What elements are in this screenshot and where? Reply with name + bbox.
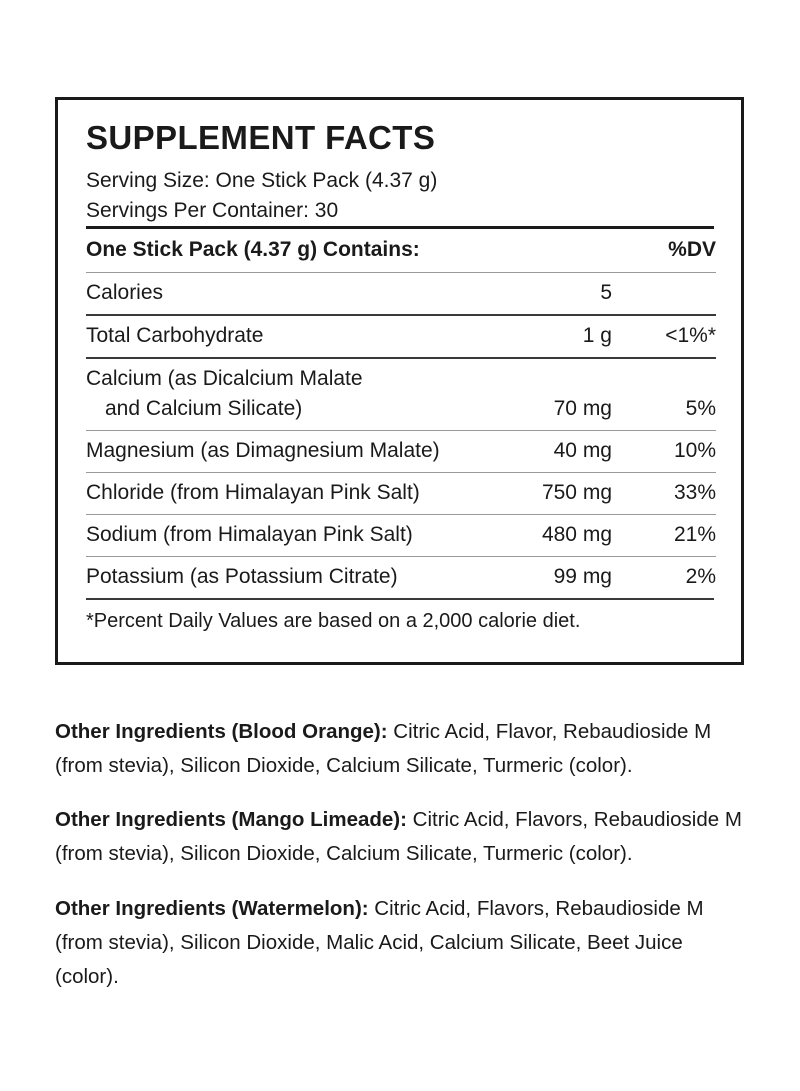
row-amount-chloride: 750 mg — [541, 481, 612, 504]
row-label-calcium — [86, 359, 406, 430]
table-row — [86, 431, 716, 472]
servings-per-container-text: Servings Per Container: 30 — [86, 199, 339, 222]
row-label-magnesium: Magnesium (as Dimagnesium Malate) — [86, 439, 440, 462]
ingredients-blood-orange — [55, 715, 745, 783]
header-cell-name: One Stick Pack (4.37 g) Contains: — [86, 238, 420, 261]
ingredients-blood-orange-text: Citric Acid, Flavor, Rebaudioside M (from stevia), Silicon Dioxide, Calcium Silicate, Turmeric (color). — [55, 719, 712, 777]
row-dv-magnesium: 10% — [673, 439, 716, 462]
row-label-potassium: Potassium (as Potassium Citrate) — [86, 565, 398, 588]
ingredients-watermelon — [55, 892, 745, 994]
ingredients-blood-orange-label: Other Ingredients (Blood Orange): — [55, 719, 388, 743]
daily-value-footnote: *Percent Daily Values are based on a 2,000 calorie diet. — [86, 610, 581, 632]
row-label-chloride: Chloride (from Himalayan Pink Salt) — [86, 481, 420, 504]
table-row — [86, 273, 716, 314]
nutrition-table — [86, 229, 716, 598]
row-label-calcium-line2: and Calcium Silicate) — [105, 397, 303, 420]
row-amount-sodium: 480 mg — [541, 523, 612, 546]
row-dv-sodium: 21% — [673, 523, 716, 546]
ingredients-watermelon-text: Citric Acid, Flavors, Rebaudioside M (from stevia), Silicon Dioxide, Malic Acid, Calcium Silicate, Beet Juice (color). — [55, 896, 704, 988]
ingredients-mango-limeade-label: Other Ingredients (Mango Limeade): — [55, 808, 407, 831]
table-row — [86, 316, 716, 357]
other-ingredients-section — [55, 694, 755, 994]
row-amount-potassium: 99 mg — [553, 565, 612, 588]
page-title: SUPPLEMENT FACTS — [86, 119, 436, 156]
header-cell-amount — [406, 229, 614, 272]
row-dv-calcium: 5% — [685, 397, 716, 420]
ingredients-mango-limeade-text: Citric Acid, Flavors, Rebaudioside M (from stevia), Silicon Dioxide, Calcium Silicate, Turmeric (color). — [55, 808, 742, 865]
row-amount-calories: 5 — [600, 281, 612, 304]
table-row — [86, 515, 716, 556]
row-label-calcium-line1: Calcium (as Dicalcium Malate — [86, 367, 363, 390]
row-dv-calories — [614, 273, 716, 314]
header-cell-dv: %DV — [668, 238, 716, 261]
table-header-row — [86, 229, 716, 272]
ingredients-watermelon-label: Other Ingredients (Watermelon): — [55, 896, 369, 920]
serving-size-text: Serving Size: One Stick Pack (4.37 g) — [86, 169, 438, 192]
table-row — [86, 473, 716, 514]
row-label-calories: Calories — [86, 281, 164, 304]
row-label-sodium: Sodium (from Himalayan Pink Salt) — [86, 523, 413, 546]
row-dv-chloride: 33% — [673, 481, 716, 504]
row-amount-total-carbohydrate: 1 g — [582, 324, 612, 347]
row-amount-magnesium: 40 mg — [553, 439, 612, 462]
ingredients-mango-limeade — [55, 803, 745, 871]
table-row — [86, 557, 716, 598]
row-label-total-carbohydrate: Total Carbohydrate — [86, 324, 264, 347]
row-amount-calcium: 70 mg — [553, 397, 612, 420]
supplement-facts-panel — [55, 97, 744, 665]
row-dv-total-carbohydrate: <1%* — [665, 324, 716, 347]
table-row — [86, 359, 716, 430]
row-dv-potassium: 2% — [685, 565, 716, 588]
